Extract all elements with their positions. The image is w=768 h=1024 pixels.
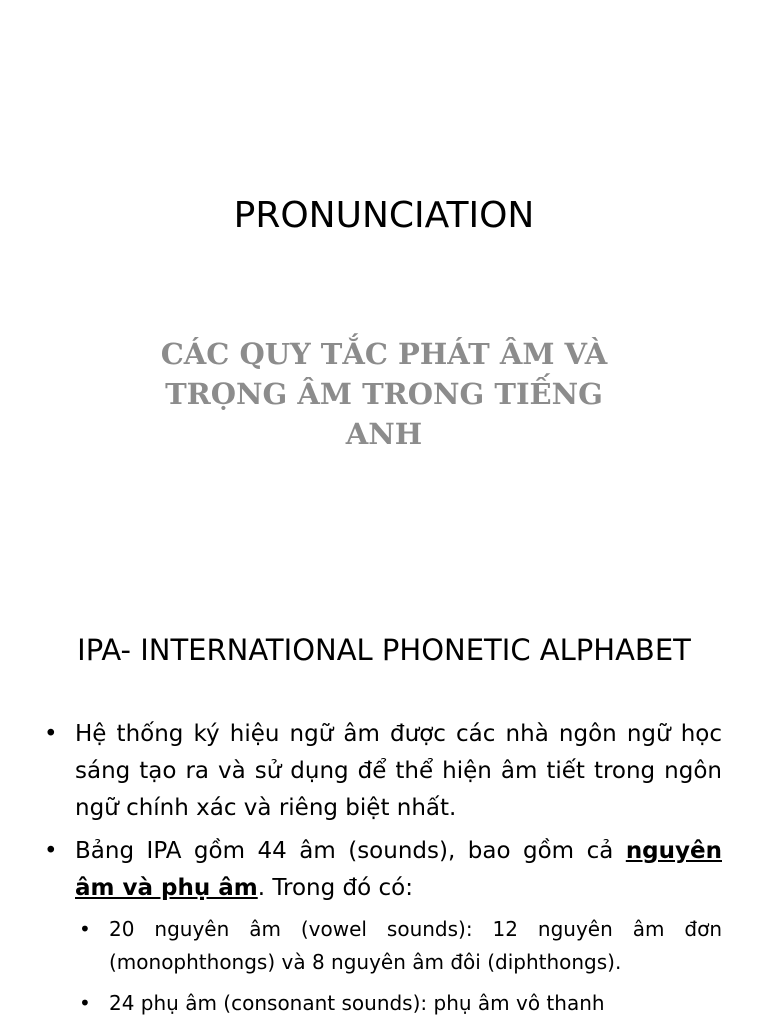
slide-title-heading: PRONUNCIATION xyxy=(233,195,535,236)
sub-bullet-item xyxy=(75,987,722,1020)
sub-bullet-item xyxy=(75,913,722,979)
bullet-text xyxy=(75,838,722,901)
ipa-heading: IPA- INTERNATIONAL PHONETIC ALPHABET xyxy=(77,633,691,667)
sub-bullet-text: 20 nguyên âm (vowel sounds): 12 nguyên âm đơn (monophthongs) và 8 nguyên âm đôi (diphthongs). xyxy=(109,917,722,974)
bullet-item xyxy=(42,716,722,827)
bullet-text: Hệ thống ký hiệu ngữ âm được các nhà ngôn ngữ học sáng tạo ra và sử dụng để thể hiện âm tiết trong ngôn ngữ chính xác và riêng biệt nhất. xyxy=(75,721,722,821)
slide-ipa xyxy=(0,576,768,1024)
bullet-text-end: . Trong đó có: xyxy=(257,875,413,901)
sub-bullet-text: 24 phụ âm (consonant sounds): phụ âm vô thanh xyxy=(109,991,605,1015)
bullet-icon: • xyxy=(44,838,58,864)
bullet-icon: • xyxy=(79,991,91,1015)
bullet-item xyxy=(42,833,722,907)
bullet-icon: • xyxy=(44,721,58,747)
bullet-icon: • xyxy=(79,917,91,941)
slide-subtitle: CÁC QUY TẮC PHÁT ÂM VÀ TRỌNG ÂM TRONG TIẾNG ANH xyxy=(160,337,608,451)
bullet-emphasis: nguyên âm và phụ âm xyxy=(75,838,722,901)
bullet-text-start: Bảng IPA gồm 44 âm (sounds), bao gồm cả xyxy=(75,838,626,864)
ipa-content xyxy=(42,716,722,1024)
